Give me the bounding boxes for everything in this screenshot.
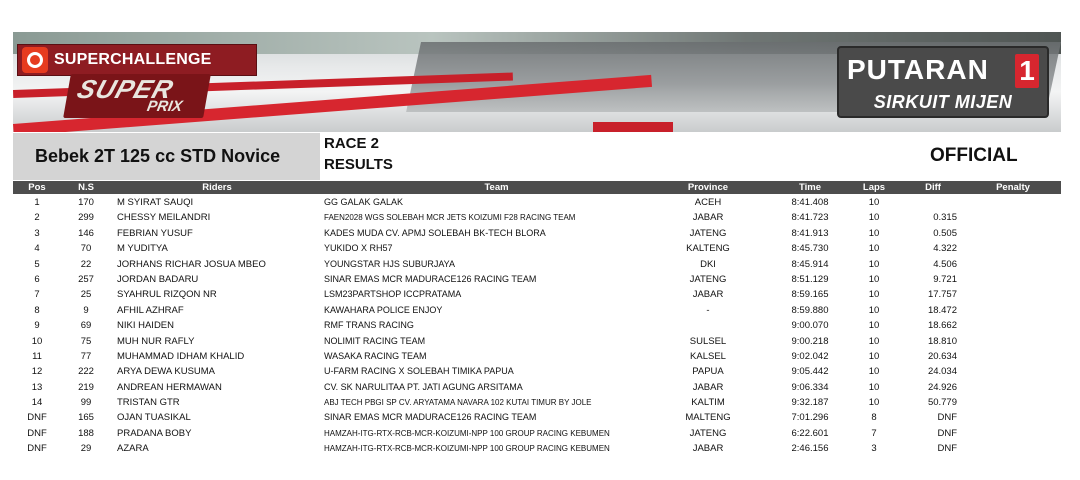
cell-team-name: KAWAHARA POLICE ENJOY (324, 304, 443, 315)
cell-race-time: 7:01.296 (791, 412, 829, 424)
table-row (13, 410, 1061, 425)
cell-race-time: 8:45.730 (791, 243, 829, 255)
round-label: PUTARAN (847, 54, 989, 85)
logo-header-bar (17, 44, 257, 76)
table-row (13, 441, 1061, 456)
cell-gap-diff: 24.926 (927, 381, 957, 393)
cell-province: JABAR (692, 289, 724, 301)
column-header-province: Province (687, 182, 729, 193)
cell-rider-name: TRISTAN GTR (117, 397, 180, 409)
cell-pos: 3 (34, 227, 40, 239)
table-row (13, 318, 1061, 333)
cell-province: JATENG (689, 273, 727, 285)
cell-pos: 11 (32, 350, 42, 362)
cell-gap-diff: 50.779 (927, 397, 957, 409)
cell-laps: 10 (868, 289, 880, 301)
table-row (13, 380, 1061, 395)
cell-pos: 4 (34, 243, 40, 255)
event-banner (13, 32, 1061, 132)
banner-curb-stripe (593, 122, 673, 132)
cell-number: 170 (78, 197, 94, 208)
cell-rider-name: FEBRIAN YUSUF (117, 227, 193, 239)
cell-race-time: 9:05.442 (791, 366, 829, 378)
cell-pos: DNF (27, 443, 47, 455)
cell-race-time: 9:06.334 (791, 381, 829, 393)
cell-laps: 10 (868, 197, 880, 208)
cell-team-name: SINAR EMAS MCR MADURACE126 RACING TEAM (324, 273, 537, 284)
table-row (13, 426, 1061, 441)
cell-laps: 10 (868, 212, 880, 224)
table-row (13, 241, 1061, 256)
cell-number: 75 (80, 335, 92, 347)
table-row (13, 195, 1061, 210)
cell-rider-name: OJAN TUASIKAL (117, 412, 191, 424)
cell-laps: 8 (871, 412, 877, 424)
cell-province: JABAR (692, 381, 724, 393)
cell-gap-diff: DNF (937, 412, 957, 424)
cell-team-name: GG GALAK GALAK (324, 197, 404, 207)
cell-pos: DNF (27, 412, 47, 424)
cell-race-time: 8:51.129 (791, 273, 829, 285)
cell-team-name: ABJ TECH PBGI SP CV. ARYATAMA NAVARA 102 KUTAI TIMUR BY JOLE (324, 398, 592, 408)
column-header-time: Time (798, 182, 821, 193)
cell-team-name: SINAR EMAS MCR MADURACE126 RACING TEAM (324, 412, 537, 423)
cell-number: 219 (78, 381, 94, 393)
cell-laps: 10 (868, 258, 880, 270)
brand-super: SUPER (73, 74, 178, 104)
cell-gap-diff: 18.810 (927, 335, 957, 347)
cell-rider-name: JORDAN BADARU (117, 273, 199, 285)
cell-gap-diff: 0.315 (933, 212, 957, 224)
cell-rider-name: AFHIL AZHRAF (117, 304, 184, 316)
cell-number: 188 (78, 427, 94, 439)
cell-rider-name: SYAHRUL RIZQON NR (117, 289, 217, 301)
logo-super-prix-badge (63, 74, 211, 118)
cell-rider-name: AZARA (117, 443, 149, 455)
cell-gap-diff: 17.757 (927, 289, 957, 301)
cell-rider-name: M SYIRAT SAUQI (117, 197, 194, 208)
cell-team-name: KADES MUDA CV. APMJ SOLEBAH BK-TECH BLORA (324, 227, 546, 238)
cell-province: ACEH (694, 197, 722, 208)
brand-title: SUPERCHALLENGE (54, 51, 212, 68)
column-header-team: Team (484, 182, 509, 193)
cell-laps: 3 (871, 443, 877, 455)
cell-province: - (706, 304, 710, 316)
cell-laps: 10 (868, 397, 880, 409)
cell-gap-diff: 9.721 (933, 273, 957, 285)
cell-gap-diff: 4.506 (933, 258, 957, 270)
race-heading (324, 133, 393, 175)
cell-number: 22 (80, 258, 92, 270)
cell-pos: 13 (31, 381, 43, 393)
cell-number: 25 (80, 289, 92, 301)
cell-number: 9 (83, 304, 89, 316)
cell-number: 165 (78, 412, 94, 424)
cell-pos: 5 (34, 258, 40, 270)
cell-laps: 10 (868, 335, 880, 347)
cell-number: 99 (80, 397, 92, 409)
cell-pos: 10 (31, 335, 43, 347)
cell-team-name: YUKIDO X RH57 (324, 243, 393, 254)
cell-gap-diff: DNF (937, 427, 957, 439)
cell-pos: 6 (34, 273, 40, 285)
table-row (13, 334, 1061, 349)
column-header-ns: N.S (78, 182, 94, 193)
cell-number: 77 (80, 350, 92, 362)
cell-province: JABAR (692, 212, 724, 224)
cell-province: JABAR (692, 443, 724, 455)
cell-team-name: FAEN2028 WGS SOLEBAH MCR JETS KOIZUMI F28 RACING TEAM (324, 213, 576, 223)
cell-laps: 10 (868, 273, 880, 285)
table-row (13, 287, 1061, 302)
cell-race-time: 6:22.601 (791, 427, 829, 439)
cell-race-time: 8:45.914 (791, 258, 829, 270)
results-table-header (13, 181, 1061, 194)
cell-province: KALTIM (691, 397, 725, 409)
cell-team-name: WASAKA RACING TEAM (324, 350, 427, 361)
cell-number: 70 (80, 243, 92, 255)
circuit-name: SIRKUIT MIJEN (873, 92, 1013, 112)
cell-laps: 10 (868, 304, 880, 316)
cell-rider-name: PRADANA BOBY (117, 427, 192, 439)
round-number: 1 (1015, 54, 1039, 88)
cell-pos: 1 (34, 197, 40, 208)
table-row (13, 226, 1061, 241)
cell-race-time: 8:41.723 (791, 212, 829, 224)
cell-rider-name: NIKI HAIDEN (117, 320, 175, 332)
cell-number: 29 (80, 443, 92, 455)
cell-gap-diff: 24.034 (927, 366, 957, 378)
cell-team-name: HAMZAH-ITG-RTX-RCB-MCR-KOIZUMI-NPP 100 GROUP RACING KEBUMEN (324, 428, 610, 438)
cell-laps: 10 (868, 366, 880, 378)
class-title: Bebek 2T 125 cc STD Novice (13, 133, 320, 180)
cell-province: SULSEL (689, 335, 727, 347)
cell-race-time: 8:41.408 (791, 197, 829, 208)
table-row (13, 303, 1061, 318)
cell-pos: DNF (27, 427, 47, 439)
cell-team-name: RMF TRANS RACING (324, 320, 414, 331)
cell-pos: 9 (34, 320, 40, 332)
cell-province: PAPUA (692, 366, 724, 378)
column-header-penalty: Penalty (996, 182, 1030, 193)
column-header-pos: Pos (28, 182, 46, 193)
cell-team-name: LSM23PARTSHOP ICCPRATAMA (324, 289, 462, 300)
cell-race-time: 9:00.070 (791, 320, 829, 332)
table-row (13, 364, 1061, 379)
cell-pos: 2 (34, 212, 40, 224)
cell-race-time: 9:32.187 (791, 397, 829, 409)
cell-number: 299 (78, 212, 94, 224)
cell-laps: 10 (868, 227, 880, 239)
cell-province: KALSEL (690, 350, 726, 362)
cell-gap-diff: 20.634 (927, 350, 957, 362)
results-label: RESULTS (324, 156, 393, 173)
brand-prix: PRIX (145, 98, 184, 115)
table-row (13, 210, 1061, 225)
cell-pos: 7 (34, 289, 40, 301)
column-header-diff: Diff (925, 182, 941, 193)
cell-number: 146 (78, 227, 94, 239)
cell-pos: 12 (31, 366, 43, 378)
cell-number: 222 (78, 366, 94, 378)
target-emblem-icon (22, 47, 48, 73)
cell-laps: 10 (868, 381, 880, 393)
race-label: RACE 2 (324, 135, 380, 152)
cell-laps: 10 (868, 320, 880, 332)
cell-team-name: YOUNGSTAR HJS SUBURJAYA (324, 258, 456, 269)
cell-province: DKI (700, 258, 716, 270)
cell-gap-diff: 18.472 (927, 304, 957, 316)
superchallenge-logo (13, 40, 258, 120)
cell-race-time: 8:59.880 (791, 304, 829, 316)
cell-rider-name: ANDREAN HERMAWAN (117, 381, 222, 393)
cell-team-name: HAMZAH-ITG-RTX-RCB-MCR-KOIZUMI-NPP 100 GROUP RACING KEBUMEN (324, 444, 610, 454)
cell-laps: 7 (871, 427, 877, 439)
cell-number: 257 (78, 273, 94, 285)
column-header-laps: Laps (862, 182, 886, 193)
cell-rider-name: CHESSY MEILANDRI (117, 212, 211, 224)
cell-province: MALTENG (685, 412, 731, 424)
cell-rider-name: MUHAMMAD IDHAM KHALID (117, 350, 245, 362)
cell-race-time: 8:59.165 (791, 289, 829, 301)
cell-rider-name: M YUDITYA (117, 243, 168, 255)
results-table-body (13, 195, 1061, 457)
cell-gap-diff: 18.662 (927, 320, 957, 332)
cell-rider-name: JORHANS RICHAR JOSUA MBEO (117, 258, 266, 270)
cell-pos: 14 (31, 397, 43, 409)
cell-team-name: NOLIMIT RACING TEAM (324, 335, 426, 346)
cell-gap-diff: 4.322 (933, 243, 957, 255)
cell-gap-diff: DNF (937, 443, 957, 455)
cell-rider-name: MUH NUR RAFLY (117, 335, 195, 347)
cell-team-name: U-FARM RACING X SOLEBAH TIMIKA PAPUA (324, 366, 514, 377)
cell-team-name: CV. SK NARULITAA PT. JATI AGUNG ARSITAMA (324, 381, 523, 392)
table-row (13, 395, 1061, 410)
cell-number: 69 (80, 320, 92, 332)
cell-province: JATENG (689, 427, 727, 439)
cell-race-time: 2:46.156 (791, 443, 829, 455)
cell-laps: 10 (868, 350, 880, 362)
round-badge (837, 46, 1049, 118)
cell-gap-diff: 0.505 (933, 227, 957, 239)
cell-race-time: 9:00.218 (791, 335, 829, 347)
cell-rider-name: ARYA DEWA KUSUMA (117, 366, 216, 378)
column-header-riders: Riders (202, 182, 232, 193)
cell-province: KALTENG (686, 243, 730, 255)
official-status: OFFICIAL (930, 145, 1018, 166)
table-row (13, 272, 1061, 287)
table-row (13, 349, 1061, 364)
cell-province: JATENG (689, 227, 727, 239)
table-row (13, 257, 1061, 272)
cell-race-time: 9:02.042 (791, 350, 829, 362)
cell-laps: 10 (868, 243, 880, 255)
cell-pos: 8 (34, 304, 40, 316)
cell-race-time: 8:41.913 (791, 227, 829, 239)
